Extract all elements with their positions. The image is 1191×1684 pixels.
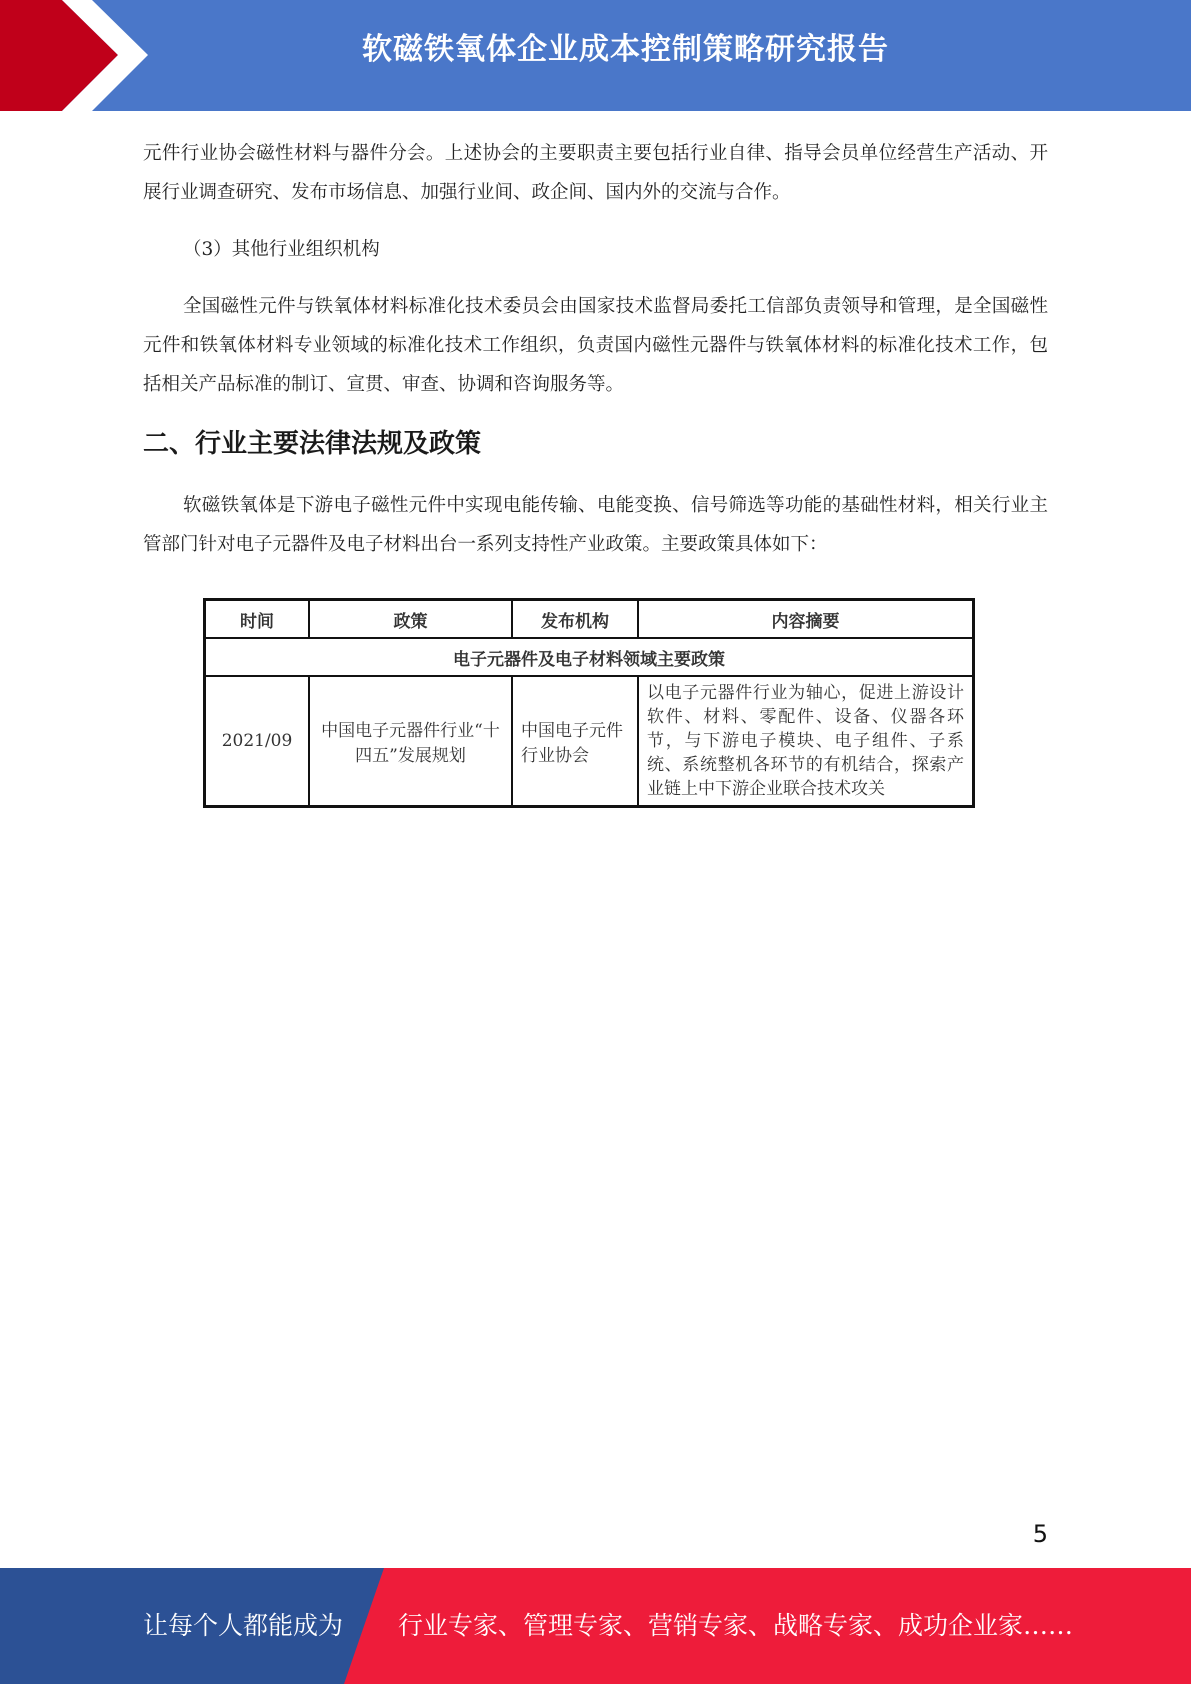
cell-time: 2021/09 bbox=[205, 676, 310, 807]
page-header bbox=[0, 0, 1191, 111]
report-title: 软磁铁氧体企业成本控制策略研究报告 bbox=[362, 32, 889, 67]
subheading-other-orgs: （3）其他行业组织机构 bbox=[183, 239, 380, 260]
footer-slogan-left: 让每个人都能成为 bbox=[143, 1611, 344, 1640]
section-heading-laws: 二、行业主要法律法规及政策 bbox=[143, 429, 482, 459]
header-issuer: 发布机构 bbox=[512, 600, 638, 639]
group-title: 电子元器件及电子材料领域主要政策 bbox=[205, 638, 974, 676]
page-footer bbox=[0, 1568, 1191, 1684]
paragraph-policy: 软磁铁氧体是下游电子磁性元件中实现电能传输、电能变换、信号筛选等功能的基础性材料，相关行业主管部门针对电子元器件及电子材料出台一系列支持性产业政策。主要政策具体如下： bbox=[143, 495, 1048, 555]
header-time: 时间 bbox=[205, 600, 310, 639]
policy-table bbox=[203, 598, 975, 808]
footer-slogan-right: 行业专家、管理专家、营销专家、战略专家、成功企业家…… bbox=[398, 1611, 1074, 1640]
main-content bbox=[143, 134, 1048, 564]
page-number: 5 bbox=[1032, 1520, 1048, 1548]
cell-summary: 以电子元器件行业为轴心，促进上游设计软件、材料、零配件、设备、仪器各环节，与下游电子模块、电子组件、子系统、系统整机各环节的有机结合，探索产业链上中下游企业联合技术攻关 bbox=[638, 676, 974, 807]
header-policy: 政策 bbox=[309, 600, 512, 639]
cell-issuer: 中国电子元件行业协会 bbox=[512, 676, 638, 807]
cell-policy: 中国电子元器件行业“十四五”发展规划 bbox=[309, 676, 512, 807]
paragraph-committee: 全国磁性元件与铁氧体材料标准化技术委员会由国家技术监督局委托工信部负责领导和管理，是全国磁性元件和铁氧体材料专业领域的标准化技术工作组织，负责国内磁性元器件与铁氧体材料的标准化技术工作，包括相关产品标准的制订、宣贯、审查、协调和咨询服务等。 bbox=[143, 296, 1048, 395]
header-summary: 内容摘要 bbox=[638, 600, 974, 639]
paragraph-intro: 元件行业协会磁性材料与器件分会。上述协会的主要职责主要包括行业自律、指导会员单位经营生产活动、开展行业调查研究、发布市场信息、加强行业间、政企间、国内外的交流与合作。 bbox=[143, 143, 1048, 203]
table-row bbox=[205, 676, 974, 807]
table-group-row bbox=[205, 638, 974, 676]
table-header-row bbox=[205, 600, 974, 639]
